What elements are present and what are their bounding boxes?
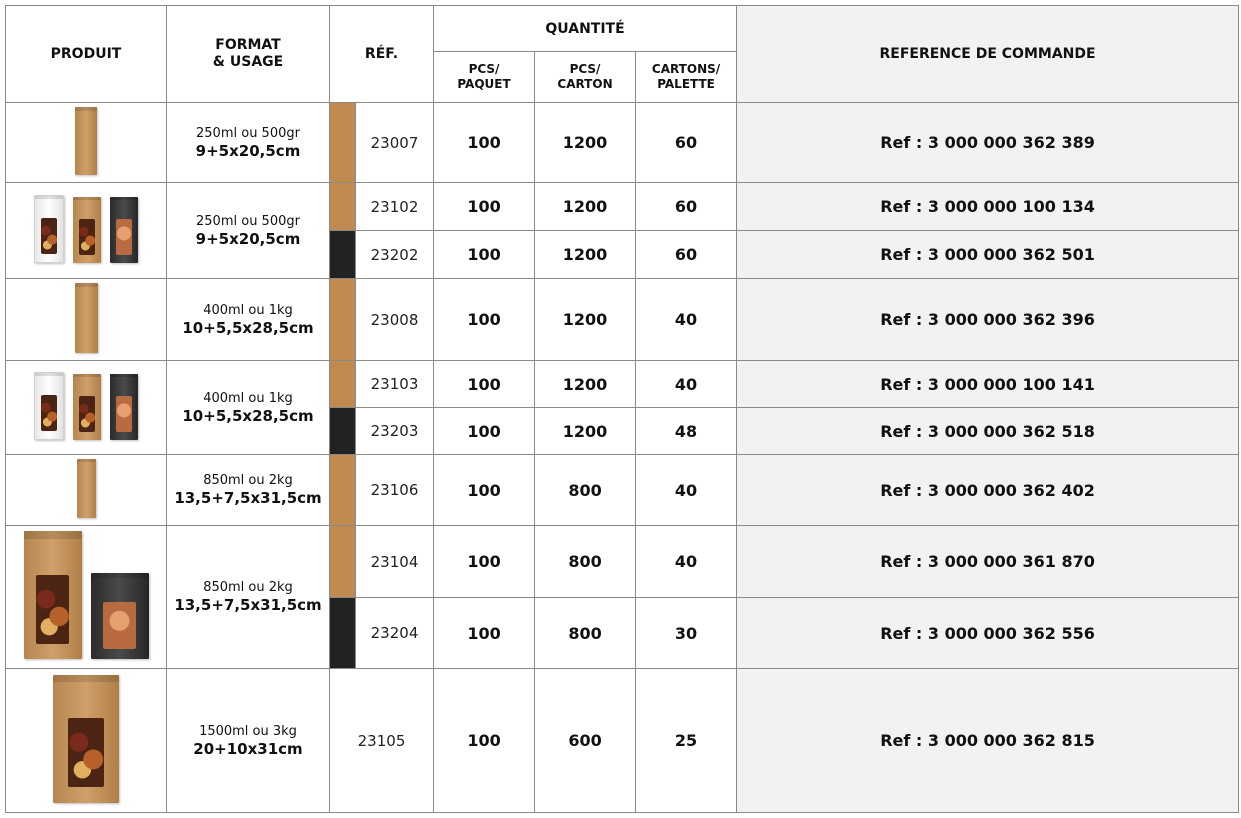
cartons-palette-value: 60 [636,231,737,279]
format-volume: 400ml ou 1kg [203,390,293,406]
pcs-carton-value: 800 [535,598,636,669]
format-cell [167,526,330,669]
ref-number: 23203 [356,408,434,455]
ref-number: 23105 [330,669,434,813]
order-reference: Ref : 3 000 000 100 141 [737,361,1239,408]
product-rows [6,103,1239,813]
header-cartons-palette: CARTONS/ PALETTE [636,52,737,103]
ref-number: 23102 [356,183,434,231]
format-volume: 400ml ou 1kg [203,302,293,318]
product-photo [77,459,96,518]
ref-number: 23204 [356,598,434,669]
pcs-paquet-value: 100 [434,598,535,669]
color-swatch-black [330,408,356,455]
format-size: 13,5+7,5x31,5cm [174,596,322,614]
product-photo [75,283,98,353]
color-swatch-kraft [330,361,356,408]
table-row [6,279,1239,361]
product-image-cell [6,279,167,361]
pcs-carton-value: 1200 [535,183,636,231]
table-row [6,455,1239,526]
kraft-bag-icon [77,459,96,518]
header-produit: PRODUIT [6,6,167,103]
pcs-carton-value: 1200 [535,231,636,279]
black-bag-icon [110,197,138,263]
order-reference: Ref : 3 000 000 362 501 [737,231,1239,279]
header-pcs-carton: PCS/ CARTON [535,52,636,103]
pcs-paquet-value: 100 [434,231,535,279]
product-image-cell [6,526,167,669]
format-cell [167,279,330,361]
cartons-palette-value: 25 [636,669,737,813]
header-ref: RÉF. [330,6,434,103]
format-cell [167,103,330,183]
product-image-cell [6,455,167,526]
kraft-bag-icon [53,675,119,803]
order-reference: Ref : 3 000 000 362 815 [737,669,1239,813]
black-bag-icon [91,573,149,659]
order-reference: Ref : 3 000 000 362 402 [737,455,1239,526]
header-quantite: QUANTITÉ [434,6,737,52]
table-row [6,669,1239,813]
pcs-paquet-value: 100 [434,361,535,408]
format-size: 10+5,5x28,5cm [182,406,314,425]
order-reference: Ref : 3 000 000 361 870 [737,526,1239,598]
product-photo [53,675,119,803]
product-photo [24,531,149,659]
format-volume: 250ml ou 500gr [196,213,300,229]
header-reference-commande: REFERENCE DE COMMANDE [737,6,1239,103]
pcs-carton-value: 1200 [535,361,636,408]
kraft-bag-icon [24,531,82,659]
color-swatch-black [330,231,356,279]
order-reference: Ref : 3 000 000 362 518 [737,408,1239,455]
pcs-carton-value: 1200 [535,103,636,183]
product-photo [34,195,138,263]
format-volume: 850ml ou 2kg [203,473,293,488]
order-reference: Ref : 3 000 000 362 556 [737,598,1239,669]
cartons-palette-value: 60 [636,103,737,183]
ref-number: 23104 [356,526,434,598]
pcs-carton-value: 800 [535,526,636,598]
pcs-paquet-value: 100 [434,669,535,813]
format-size: 9+5x20,5cm [195,141,301,160]
format-cell [167,183,330,279]
product-photo [34,372,138,440]
order-reference: Ref : 3 000 000 362 396 [737,279,1239,361]
format-volume: 850ml ou 2kg [203,580,293,595]
ref-number: 23202 [356,231,434,279]
pcs-paquet-value: 100 [434,103,535,183]
kraft-bag-icon [73,197,101,263]
pcs-carton-value: 800 [535,455,636,526]
white-bag-icon [34,372,64,440]
cartons-palette-value: 30 [636,598,737,669]
format-size: 9+5x20,5cm [195,229,301,248]
cartons-palette-value: 40 [636,526,737,598]
product-image-cell [6,183,167,279]
black-bag-icon [110,374,138,440]
product-image-cell [6,669,167,813]
format-cell [167,361,330,455]
format-size: 13,5+7,5x31,5cm [174,489,322,507]
cartons-palette-value: 48 [636,408,737,455]
ref-number: 23106 [356,455,434,526]
pcs-carton-value: 1200 [535,279,636,361]
kraft-bag-icon [75,283,98,353]
format-cell [167,455,330,526]
format-volume: 250ml ou 500gr [196,125,300,141]
pcs-carton-value: 600 [535,669,636,813]
cartons-palette-value: 40 [636,455,737,526]
pcs-carton-value: 1200 [535,408,636,455]
product-image-cell [6,103,167,183]
table-row [6,361,1239,408]
pcs-paquet-value: 100 [434,455,535,526]
color-swatch-kraft [330,183,356,231]
ref-number: 23103 [356,361,434,408]
cartons-palette-value: 60 [636,183,737,231]
ref-number: 23007 [356,103,434,183]
product-table [5,5,1239,813]
pcs-paquet-value: 100 [434,279,535,361]
table-row [6,183,1239,231]
table-row [6,103,1239,183]
pcs-paquet-value: 100 [434,408,535,455]
cartons-palette-value: 40 [636,279,737,361]
cartons-palette-value: 40 [636,361,737,408]
kraft-bag-icon [73,374,101,440]
pcs-paquet-value: 100 [434,183,535,231]
header-format: FORMAT & USAGE [167,6,330,103]
ref-number: 23008 [356,279,434,361]
pcs-paquet-value: 100 [434,526,535,598]
order-reference: Ref : 3 000 000 100 134 [737,183,1239,231]
table-row [6,526,1239,598]
kraft-bag-icon [75,107,97,175]
white-bag-icon [34,195,64,263]
format-cell [167,669,330,813]
color-swatch-kraft [330,279,356,361]
format-size: 10+5,5x28,5cm [182,318,314,337]
color-swatch-black [330,598,356,669]
order-reference: Ref : 3 000 000 362 389 [737,103,1239,183]
product-image-cell [6,361,167,455]
format-size: 20+10x31cm [193,739,303,758]
color-swatch-kraft [330,526,356,598]
header-pcs-paquet: PCS/ PAQUET [434,52,535,103]
product-photo [75,107,97,175]
color-swatch-kraft [330,103,356,183]
color-swatch-kraft [330,455,356,526]
format-volume: 1500ml ou 3kg [199,723,297,739]
